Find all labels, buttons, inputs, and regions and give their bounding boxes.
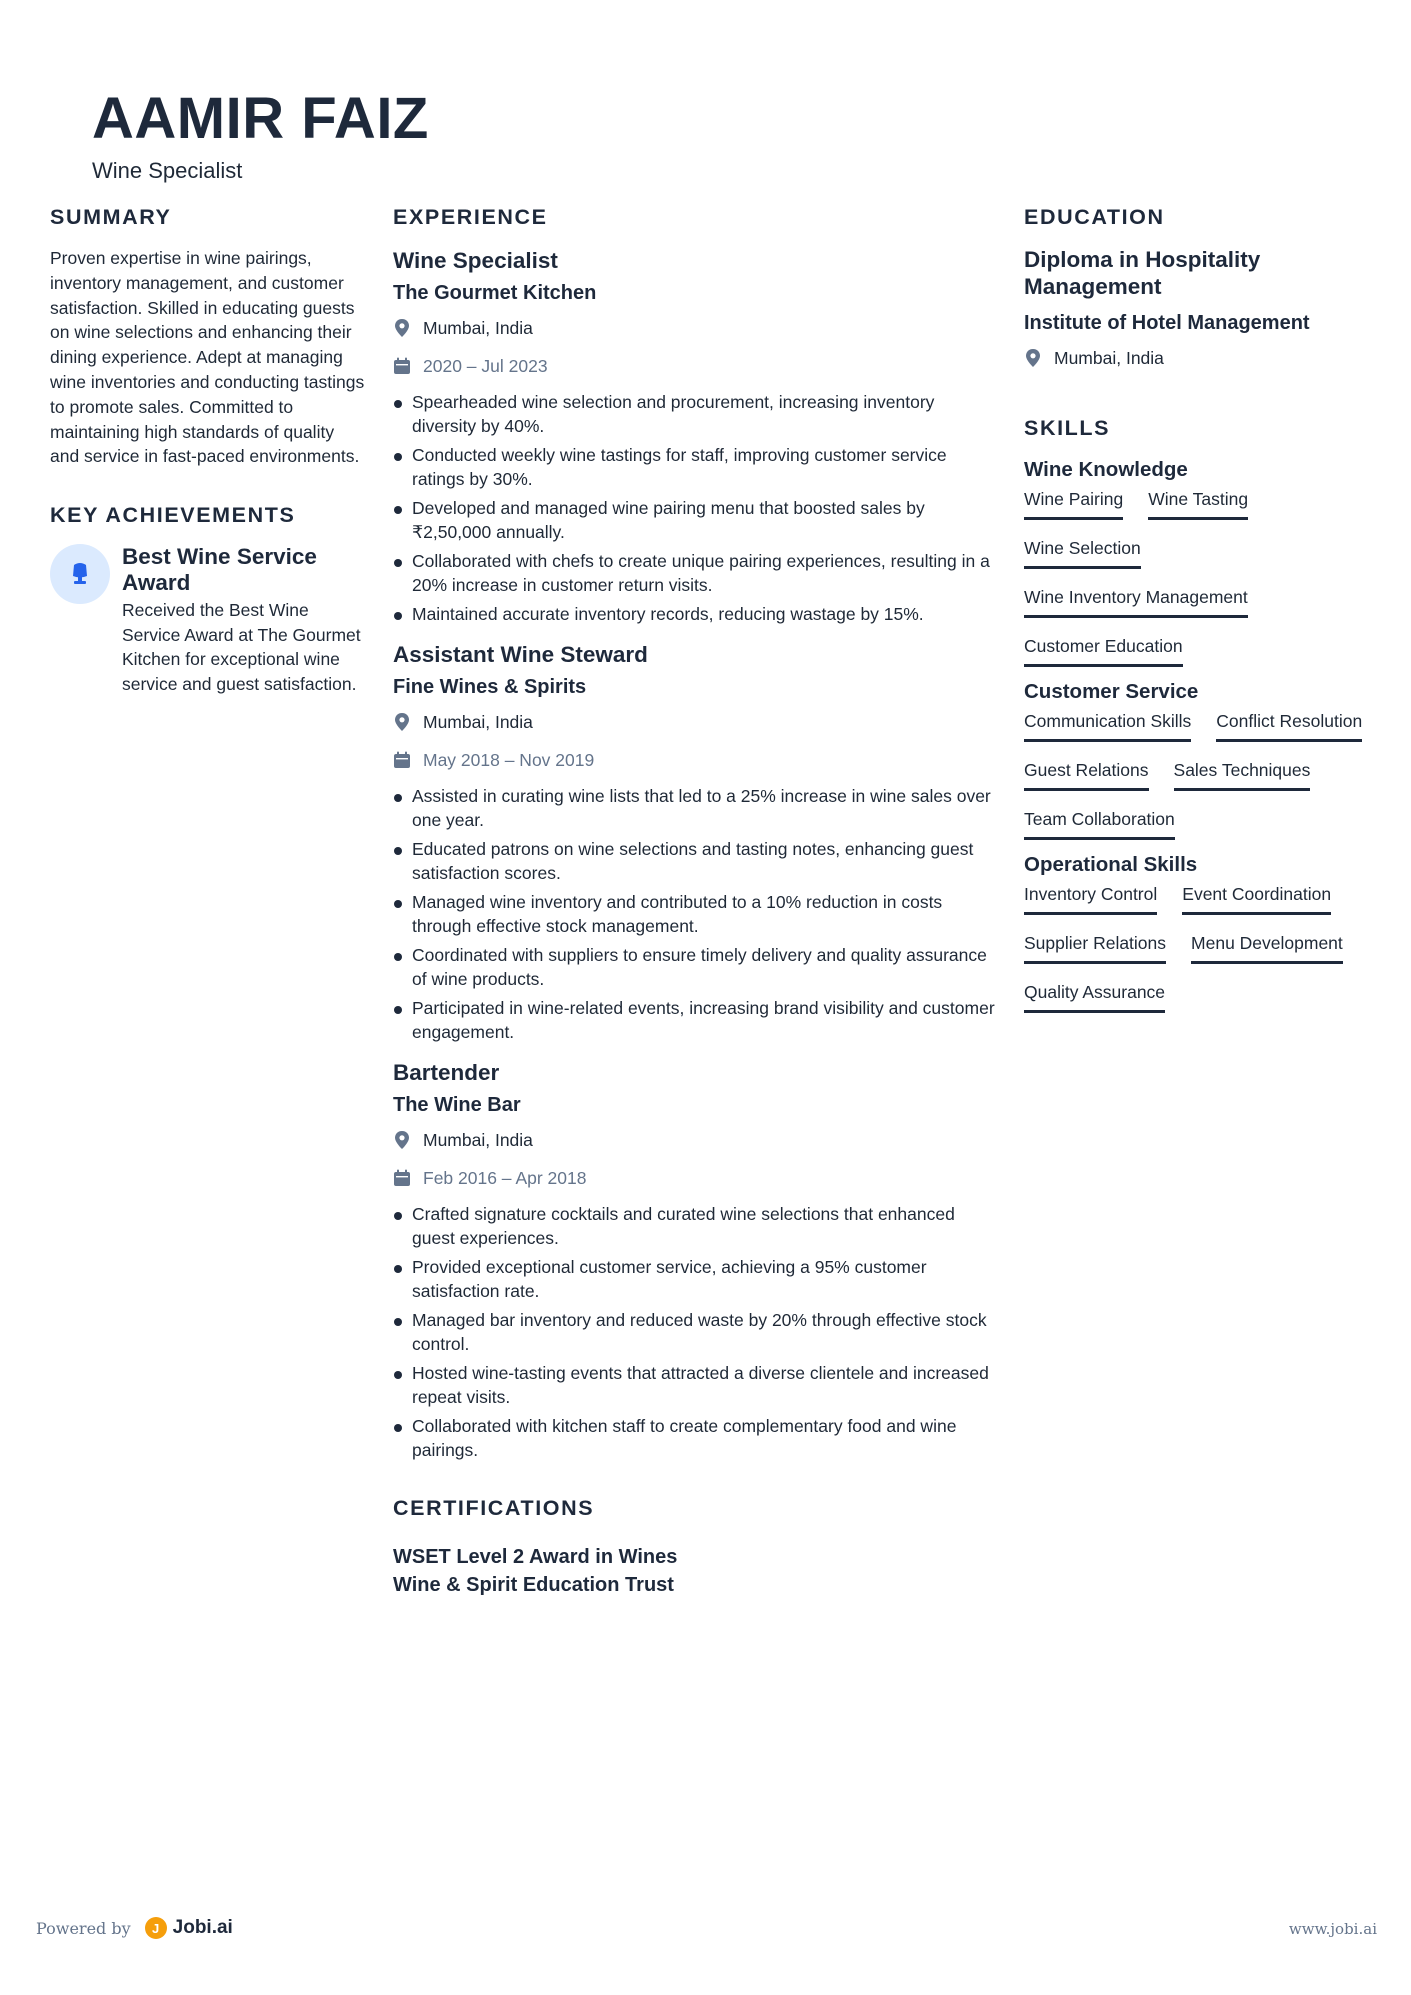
bullet-item: Provided exceptional customer service, achieving a 95% customer satisfaction rate. <box>393 1255 995 1303</box>
summary-heading: SUMMARY <box>50 205 172 229</box>
achievements-heading: KEY ACHIEVEMENTS <box>50 503 296 528</box>
dates-text: May 2018 – Nov 2019 <box>423 749 595 770</box>
left-column <box>50 205 368 696</box>
bullet-item: Hosted wine-tasting events that attracted a diverse clientele and increased repeat visits. <box>393 1361 995 1409</box>
job-dates <box>393 1166 995 1190</box>
skill-tag: Team Collaboration <box>1024 807 1175 840</box>
bullet-item: Conducted weekly wine tastings for staff, improving customer service ratings by 30%. <box>393 443 995 491</box>
education-degree: Diploma in Hospitality Management <box>1024 247 1261 299</box>
education-location <box>1024 346 1364 370</box>
job-bullets <box>393 784 995 1044</box>
summary-text: Proven expertise in wine pairings, inventory management, and customer satisfaction. Skilled in educating guests on wine selections and enhancing their dining experience. Adept at managing wine inventories and conducting tastings to promote sales. Committed to maintaining high standards of quality and service in fast-paced environments. <box>50 248 365 467</box>
trophy-icon <box>50 544 110 604</box>
job-entry <box>393 640 995 1044</box>
bullet-item: Crafted signature cocktails and curated wine selections that enhanced guest experiences. <box>393 1202 995 1250</box>
calendar-icon <box>393 1169 411 1187</box>
location-pin-icon <box>1024 348 1042 368</box>
bullet-item: Participated in wine-related events, increasing brand visibility and customer engagement. <box>393 996 995 1044</box>
skill-group-title: Operational Skills <box>1024 853 1198 876</box>
certification-name: WSET Level 2 Award in Wines <box>393 1546 678 1568</box>
job-location <box>393 710 995 734</box>
location-pin-icon <box>393 712 411 732</box>
skill-group <box>1024 457 1364 667</box>
skill-tag: Wine Inventory Management <box>1024 585 1248 618</box>
skill-tag: Guest Relations <box>1024 758 1149 791</box>
job-location <box>393 1128 995 1152</box>
bullet-item: Managed wine inventory and contributed to a 10% reduction in costs through effective stock management. <box>393 890 995 938</box>
bullet-item: Developed and managed wine pairing menu that boosted sales by ₹2,50,000 annually. <box>393 496 995 544</box>
brand-name: Jobi.ai <box>172 1917 233 1938</box>
footer-url[interactable]: www.jobi.ai <box>1288 1920 1377 1938</box>
skill-group-title: Wine Knowledge <box>1024 458 1188 481</box>
job-dates <box>393 748 995 772</box>
bullet-item: Collaborated with chefs to create unique pairing experiences, resulting in a 20% increase in customer return visits. <box>393 549 995 597</box>
education-heading: EDUCATION <box>1024 205 1165 229</box>
skill-group <box>1024 852 1364 1013</box>
job-title: Bartender <box>393 1060 500 1085</box>
skill-tag: Menu Development <box>1191 931 1343 964</box>
skill-tag: Supplier Relations <box>1024 931 1166 964</box>
bullet-item: Maintained accurate inventory records, reducing wastage by 15%. <box>393 602 995 626</box>
job-bullets <box>393 1202 995 1462</box>
location-text: Mumbai, India <box>423 1129 533 1150</box>
calendar-icon <box>393 751 411 769</box>
bullet-item: Collaborated with kitchen staff to create complementary food and wine pairings. <box>393 1414 995 1462</box>
bullet-item: Coordinated with suppliers to ensure timely delivery and quality assurance of wine products. <box>393 943 995 991</box>
achievement-content <box>122 544 368 696</box>
job-dates <box>393 354 995 378</box>
skill-tags <box>1024 487 1364 667</box>
job-location <box>393 316 995 340</box>
location-text: Mumbai, India <box>1054 347 1164 368</box>
right-column <box>1024 205 1364 1025</box>
job-company: The Gourmet Kitchen <box>393 282 597 304</box>
skill-tag: Sales Techniques <box>1174 758 1311 791</box>
skill-tags <box>1024 709 1364 840</box>
certification-item <box>393 1543 995 1599</box>
skill-tag: Event Coordination <box>1182 882 1331 915</box>
resume-header <box>92 86 429 184</box>
education-institution: Institute of Hotel Management <box>1024 312 1310 334</box>
bullet-item: Assisted in curating wine lists that led to a 25% increase in wine sales over one year. <box>393 784 995 832</box>
job-entry <box>393 1058 995 1462</box>
skill-group <box>1024 679 1364 840</box>
skill-tag: Quality Assurance <box>1024 980 1165 1013</box>
dates-text: 2020 – Jul 2023 <box>423 355 548 376</box>
skill-tag: Inventory Control <box>1024 882 1157 915</box>
job-entry <box>393 246 995 626</box>
middle-column <box>393 205 995 1599</box>
achievement-title: Best Wine Service Award <box>122 544 317 596</box>
job-bullets <box>393 390 995 626</box>
brand-link[interactable] <box>145 1917 233 1939</box>
skill-group-title: Customer Service <box>1024 680 1199 703</box>
skill-tag: Wine Selection <box>1024 536 1141 569</box>
location-text: Mumbai, India <box>423 317 533 338</box>
location-pin-icon <box>393 318 411 338</box>
achievement-description: Received the Best Wine Service Award at The Gourmet Kitchen for exceptional wine service and guest satisfaction. <box>122 600 361 694</box>
certification-issuer: Wine & Spirit Education Trust <box>393 1574 674 1596</box>
achievement-item <box>50 544 368 696</box>
skill-tags <box>1024 882 1364 1013</box>
job-title: Assistant Wine Steward <box>393 642 648 667</box>
dates-text: Feb 2016 – Apr 2018 <box>423 1167 587 1188</box>
candidate-role: Wine Specialist <box>92 158 243 183</box>
job-company: Fine Wines & Spirits <box>393 676 587 698</box>
bullet-item: Managed bar inventory and reduced waste by 20% through effective stock control. <box>393 1308 995 1356</box>
bullet-item: Educated patrons on wine selections and tasting notes, enhancing guest satisfaction scores. <box>393 837 995 885</box>
location-pin-icon <box>393 1130 411 1150</box>
bullet-item: Spearheaded wine selection and procurement, increasing inventory diversity by 40%. <box>393 390 995 438</box>
skill-tag: Conflict Resolution <box>1216 709 1362 742</box>
location-text: Mumbai, India <box>423 711 533 732</box>
powered-by-text: Powered by <box>36 1918 131 1938</box>
skill-tag: Wine Pairing <box>1024 487 1123 520</box>
experience-heading: EXPERIENCE <box>393 205 548 229</box>
skill-tag: Customer Education <box>1024 634 1183 667</box>
certifications-heading: CERTIFICATIONS <box>393 1496 595 1520</box>
skills-heading: SKILLS <box>1024 416 1111 440</box>
skill-tag: Wine Tasting <box>1148 487 1248 520</box>
calendar-icon <box>393 357 411 375</box>
footer-powered-by <box>36 1917 233 1939</box>
job-company: The Wine Bar <box>393 1094 521 1116</box>
jobi-logo-icon: J <box>145 1917 167 1939</box>
job-title: Wine Specialist <box>393 248 558 273</box>
candidate-name: AAMIR FAIZ <box>92 86 429 151</box>
skill-tag: Communication Skills <box>1024 709 1191 742</box>
